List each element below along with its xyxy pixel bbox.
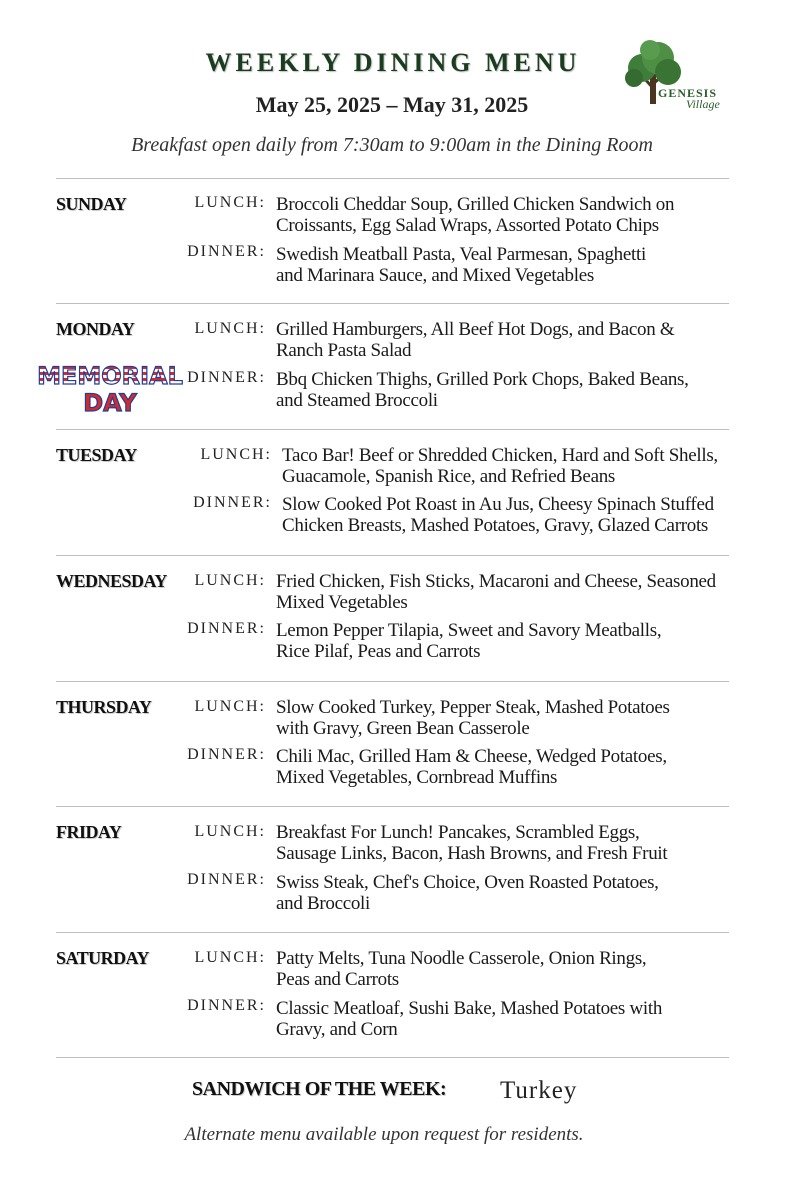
dinner-items	[276, 872, 659, 914]
lunch-items	[276, 697, 670, 739]
menu-line: Fried Chicken, Fish Sticks, Macaroni and Cheese, Seasoned	[276, 571, 716, 592]
day-name: WEDNESDAY	[56, 571, 167, 591]
memorial-badge-line1: MEMORIAL	[37, 362, 183, 390]
menu-line: Croissants, Egg Salad Wraps, Assorted Potato Chips	[276, 215, 659, 236]
day-name: MONDAY	[56, 319, 135, 339]
memorial-day-badge	[37, 360, 183, 417]
dinner-items	[276, 998, 662, 1040]
divider	[56, 932, 729, 933]
menu-line: Slow Cooked Pot Roast in Au Jus, Cheesy Spinach Stuffed	[282, 494, 714, 515]
alternate-menu-note: Alternate menu available upon request for residents.	[184, 1124, 584, 1145]
divider	[56, 806, 729, 807]
dinner-items	[276, 620, 661, 662]
menu-line: Bbq Chicken Thighs, Grilled Pork Chops, Baked Beans,	[276, 369, 689, 390]
menu-line: Swedish Meatball Pasta, Veal Parmesan, Spaghetti	[276, 244, 646, 265]
day-name: THURSDAY	[56, 697, 152, 717]
dinner-label: DINNER:	[187, 997, 266, 1014]
menu-line: with Gravy, Green Bean Casserole	[276, 718, 530, 739]
day-name: TUESDAY	[56, 445, 137, 465]
lunch-label: LUNCH:	[200, 446, 272, 463]
divider	[56, 178, 729, 179]
menu-line: Grilled Hamburgers, All Beef Hot Dogs, and Bacon &	[276, 319, 675, 340]
menu-line: Chicken Breasts, Mashed Potatoes, Gravy, Glazed Carrots	[282, 515, 709, 536]
lunch-items	[276, 319, 674, 361]
logo-subname: Village	[686, 97, 720, 111]
dinner-items	[276, 244, 646, 286]
memorial-badge-line2: DAY	[83, 389, 137, 417]
menu-line: Swiss Steak, Chef's Choice, Oven Roasted Potatoes,	[276, 872, 659, 893]
divider	[56, 681, 729, 682]
lunch-label: LUNCH:	[194, 949, 266, 966]
dinner-items	[282, 494, 714, 536]
menu-line: Broccoli Cheddar Soup, Grilled Chicken Sandwich on	[276, 194, 675, 215]
day-name: SUNDAY	[56, 194, 127, 214]
lunch-label: LUNCH:	[194, 320, 266, 337]
dinner-label: DINNER:	[187, 746, 266, 763]
menu-line: Gravy, and Corn	[276, 1019, 398, 1040]
menu-line: Mixed Vegetables	[276, 592, 408, 613]
divider	[56, 429, 729, 430]
menu-line: Guacamole, Spanish Rice, and Refried Beans	[282, 466, 615, 487]
menu-line: Lemon Pepper Tilapia, Sweet and Savory Meatballs,	[276, 620, 662, 641]
dinner-label: DINNER:	[193, 494, 272, 511]
menu-line: and Broccoli	[276, 893, 371, 914]
date-range: May 25, 2025 – May 31, 2025	[255, 92, 529, 117]
menu-line: Slow Cooked Turkey, Pepper Steak, Mashed Potatoes	[276, 697, 670, 718]
dinner-items	[276, 369, 689, 411]
lunch-label: LUNCH:	[194, 823, 266, 840]
menu-title: WEEKLY DINING MENU	[205, 48, 581, 77]
menu-line: Patty Melts, Tuna Noodle Casserole, Onion Rings,	[276, 948, 647, 969]
menu-line: and Marinara Sauce, and Mixed Vegetables	[276, 265, 594, 286]
breakfast-note: Breakfast open daily from 7:30am to 9:00am in the Dining Room	[131, 134, 653, 156]
logo-name: GENESIS	[658, 86, 718, 100]
lunch-label: LUNCH:	[194, 698, 266, 715]
lunch-items	[282, 445, 718, 487]
menu-line: Taco Bar! Beef or Shredded Chicken, Hard and Soft Shells,	[282, 445, 718, 466]
lunch-label: LUNCH:	[194, 194, 266, 211]
lunch-items	[276, 194, 674, 236]
menu-line: Breakfast For Lunch! Pancakes, Scrambled Eggs,	[276, 822, 640, 843]
dinner-items	[276, 746, 667, 788]
menu-line: and Steamed Broccoli	[276, 390, 438, 411]
menu-line: Peas and Carrots	[276, 969, 399, 990]
divider	[56, 555, 729, 556]
lunch-label: LUNCH:	[194, 572, 266, 589]
sandwich-label: SANDWICH OF THE WEEK:	[192, 1078, 447, 1100]
day-name: SATURDAY	[56, 948, 150, 968]
dinner-label: DINNER:	[187, 871, 266, 888]
divider	[56, 1057, 729, 1058]
menu-line: Chili Mac, Grilled Ham & Cheese, Wedged Potatoes,	[276, 746, 667, 767]
menu-line: Mixed Vegetables, Cornbread Muffins	[276, 767, 558, 788]
dinner-label: DINNER:	[187, 620, 266, 637]
menu-line: Sausage Links, Bacon, Hash Browns, and Fresh Fruit	[276, 843, 668, 864]
lunch-items	[276, 571, 716, 613]
sandwich-value: Turkey	[500, 1077, 578, 1104]
dinner-label: DINNER:	[187, 369, 266, 386]
dinner-label: DINNER:	[187, 243, 266, 260]
day-name: FRIDAY	[56, 822, 122, 842]
lunch-items	[276, 948, 646, 990]
divider	[56, 303, 729, 304]
lunch-items	[276, 822, 667, 864]
menu-line: Rice Pilaf, Peas and Carrots	[276, 641, 481, 662]
menu-line: Classic Meatloaf, Sushi Bake, Mashed Potatoes with	[276, 998, 663, 1019]
menu-line: Ranch Pasta Salad	[276, 340, 412, 361]
